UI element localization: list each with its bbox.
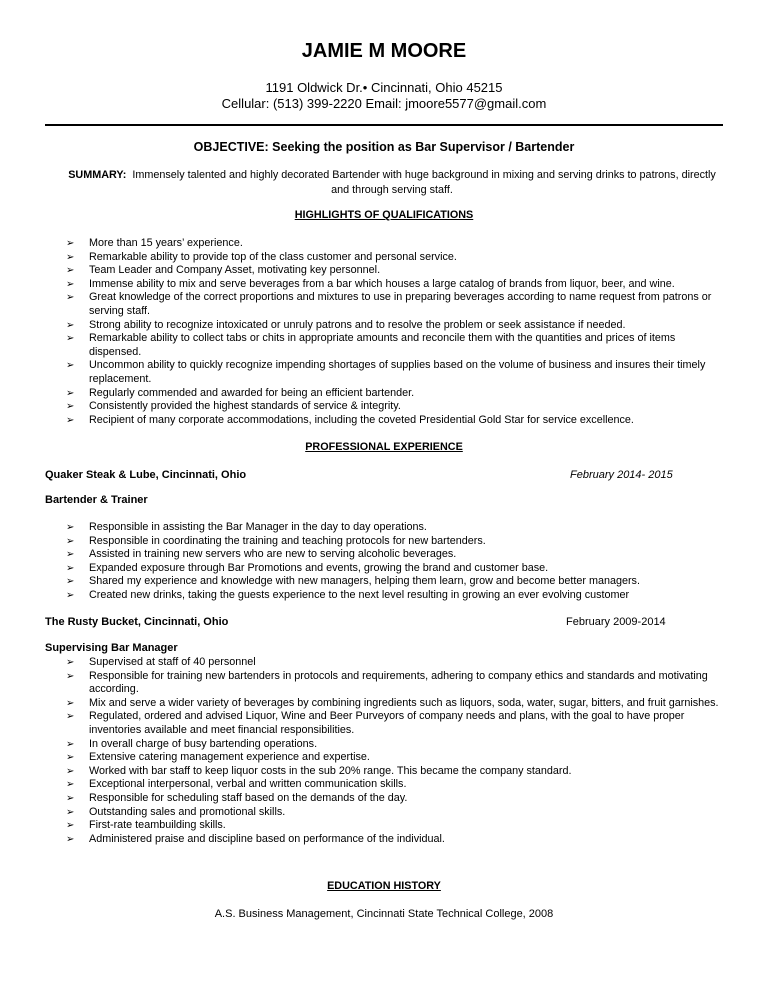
job-1-dates: February 2014- 2015 <box>570 469 673 481</box>
highlight-item <box>63 400 723 414</box>
education-heading: EDUCATION HISTORY <box>327 880 441 892</box>
arrow-bullet-icon: ➢ <box>66 238 75 249</box>
arrow-bullet-icon: ➢ <box>66 820 75 832</box>
arrow-bullet-icon: ➢ <box>66 535 75 547</box>
highlights-list <box>63 237 723 427</box>
job-1-title: Bartender & Trainer <box>45 494 148 506</box>
job-2-duty-item <box>63 833 723 847</box>
arrow-bullet-icon: ➢ <box>66 292 75 304</box>
highlight-item-text: Team Leader and Company Asset, motivating key personnel. <box>89 264 381 277</box>
arrow-bullet-icon: ➢ <box>66 387 75 399</box>
job-2-dates: February 2009-2014 <box>566 616 666 628</box>
arrow-bullet-icon: ➢ <box>66 738 75 750</box>
arrow-bullet-icon: ➢ <box>66 589 75 601</box>
arrow-bullet-icon: ➢ <box>66 779 75 791</box>
highlight-item-text: Immense ability to mix and serve beverages from a bar which houses a large catalog of brands from liquor, beer, and wine. <box>89 277 675 290</box>
job-2-duty-item-text: First-rate teambuilding skills. <box>89 819 226 832</box>
address-line: 1191 Oldwick Dr.• Cincinnati, Ohio 45215 <box>265 80 503 95</box>
job-2-duty-item-text: Administered praise and discipline based on performance of the individual. <box>89 832 445 845</box>
job-2-duty-item <box>63 751 723 765</box>
job-1-duty-item-text: Created new drinks, taking the guests experience to the next level resulting in growing an ever evolving customer <box>89 588 630 601</box>
highlight-item <box>63 264 723 278</box>
arrow-bullet-icon: ➢ <box>66 792 75 804</box>
job-1-duty-item-text: Assisted in training new servers who are new to serving alcoholic beverages. <box>89 548 457 561</box>
job-2-duty-item-text: Supervised at staff of 40 personnel <box>89 656 256 668</box>
job-2-duty-item-text: Outstanding sales and promotional skills. <box>89 805 286 818</box>
highlight-item <box>63 251 723 265</box>
education-entry: A.S. Business Management, Cincinnati State Technical College, 2008 <box>214 908 554 920</box>
arrow-bullet-icon: ➢ <box>66 806 75 818</box>
job-2-duty-item-text: Exceptional interpersonal, verbal and written communication skills. <box>89 778 407 791</box>
highlight-item <box>63 359 723 386</box>
highlight-item-text: Recipient of many corporate accommodations, including the coveted Presidential Gold Star for service excellence. <box>89 413 634 426</box>
arrow-bullet-icon: ➢ <box>66 562 75 574</box>
arrow-bullet-icon: ➢ <box>66 333 75 345</box>
job-1-duty-item <box>63 535 723 549</box>
job-2-duties <box>63 656 723 846</box>
job-1-duty-item <box>63 562 723 576</box>
job-2-duty-item <box>63 670 723 697</box>
job-2-duty-item <box>63 819 723 833</box>
highlight-item <box>63 319 723 333</box>
arrow-bullet-icon: ➢ <box>66 752 75 764</box>
highlight-item-text: Consistently provided the highest standards of service & integrity. <box>89 400 401 413</box>
job-2-duty-item-text: Responsible for scheduling staff based on the demands of the day. <box>89 791 408 804</box>
job-1-duty-item <box>63 575 723 589</box>
job-1-duty-item-text: Responsible in coordinating the training and teaching protocols for new bartenders. <box>89 534 486 547</box>
arrow-bullet-icon: ➢ <box>66 576 75 588</box>
job-1-duties <box>63 521 723 603</box>
highlight-item <box>63 387 723 401</box>
highlight-item <box>63 278 723 292</box>
highlight-item <box>63 237 723 251</box>
job-2-duty-item-text: Responsible for training new bartenders in protocols and requirements, adhering to company ethics and standards and motivating according. <box>89 669 708 696</box>
arrow-bullet-icon: ➢ <box>66 319 75 331</box>
job-2-duty-item-text: Worked with bar staff to keep liquor costs in the sub 20% range. This became the company standard. <box>89 764 572 777</box>
highlight-item <box>63 291 723 318</box>
arrow-bullet-icon: ➢ <box>66 401 75 413</box>
contact-line: Cellular: (513) 399-2220 Email: jmoore5577@gmail.com <box>221 96 547 111</box>
job-2-duty-item <box>63 765 723 779</box>
highlight-item <box>63 332 723 359</box>
job-2-title: Supervising Bar Manager <box>45 642 178 654</box>
job-2-company: The Rusty Bucket, Cincinnati, Ohio <box>45 616 229 628</box>
highlight-item <box>63 414 723 428</box>
arrow-bullet-icon: ➢ <box>66 711 75 723</box>
job-1-duty-item <box>63 589 723 603</box>
arrow-bullet-icon: ➢ <box>66 251 75 263</box>
highlight-item-text: Great knowledge of the correct proportions and mixtures to use in preparing beverages according to name request from patrons or serving staff. <box>89 291 712 317</box>
highlight-item-text: Remarkable ability to collect tabs or chits in appropriate amounts and reconcile them with the quantities and prices of items dispensed. <box>89 332 676 358</box>
job-1-company: Quaker Steak & Lube, Cincinnati, Ohio <box>45 469 247 481</box>
arrow-bullet-icon: ➢ <box>66 765 75 777</box>
job-2-duty-item <box>63 697 723 711</box>
summary-label: SUMMARY: <box>68 169 127 181</box>
job-2-duty-item <box>63 792 723 806</box>
candidate-name: JAMIE M MOORE <box>301 40 467 62</box>
arrow-bullet-icon: ➢ <box>66 265 75 277</box>
arrow-bullet-icon: ➢ <box>66 522 75 533</box>
job-2-duty-item <box>63 656 723 670</box>
arrow-bullet-icon: ➢ <box>66 697 75 709</box>
job-1-duty-item-text: Expanded exposure through Bar Promotions and events, growing the brand and customer base. <box>89 561 549 574</box>
summary-text: Immensely talented and highly decorated Bartender with huge background in mixing and serving drinks to patrons, directly and through serving staff. <box>132 169 716 196</box>
experience-heading: PROFESSIONAL EXPERIENCE <box>305 441 463 453</box>
arrow-bullet-icon: ➢ <box>66 657 75 668</box>
arrow-bullet-icon: ➢ <box>66 414 75 426</box>
highlights-heading: HIGHLIGHTS OF QUALIFICATIONS <box>294 209 474 221</box>
arrow-bullet-icon: ➢ <box>66 360 75 372</box>
job-2-duty-item <box>63 806 723 820</box>
job-2-duty-item-text: Mix and serve a wider variety of beverages by combining ingredients such as liquors, soda, water, sugar, bitters, and fruit garnishes. <box>89 696 719 709</box>
highlight-item-text: Regularly commended and awarded for being an efficient bartender. <box>89 386 415 399</box>
summary <box>62 168 722 198</box>
job-2-duty-item-text: Extensive catering management experience and expertise. <box>89 751 370 764</box>
job-1-duty-item <box>63 548 723 562</box>
arrow-bullet-icon: ➢ <box>66 833 75 845</box>
objective: OBJECTIVE: Seeking the position as Bar Supervisor / Bartender <box>193 140 575 154</box>
job-2-duty-item <box>63 710 723 737</box>
job-2-duty-item-text: In overall charge of busy bartending operations. <box>89 737 318 750</box>
arrow-bullet-icon: ➢ <box>66 278 75 290</box>
highlight-item-text: More than 15 years’ experience. <box>89 237 243 249</box>
job-2-duty-item-text: Regulated, ordered and advised Liquor, Wine and Beer Purveyors of company needs and plans, with the goal to have proper inventories available and meet financial responsibilities. <box>89 710 685 736</box>
job-1-duty-item-text: Responsible in assisting the Bar Manager in the day to day operations. <box>89 521 427 533</box>
highlight-item-text: Uncommon ability to quickly recognize impending shortages of supplies based on the volume of business and insures their timely replacement. <box>89 359 706 385</box>
job-2-duty-item <box>63 778 723 792</box>
header-divider <box>45 124 723 126</box>
highlight-item-text: Strong ability to recognize intoxicated or unruly patrons and to resolve the problem or seek assistance if needed. <box>89 318 626 331</box>
highlight-item-text: Remarkable ability to provide top of the class customer and personal service. <box>89 250 457 263</box>
job-2-duty-item <box>63 738 723 752</box>
job-1-duty-item-text: Shared my experience and knowledge with new managers, helping them learn, grow and become better managers. <box>89 575 640 588</box>
arrow-bullet-icon: ➢ <box>66 670 75 682</box>
job-1-duty-item <box>63 521 723 535</box>
arrow-bullet-icon: ➢ <box>66 549 75 561</box>
